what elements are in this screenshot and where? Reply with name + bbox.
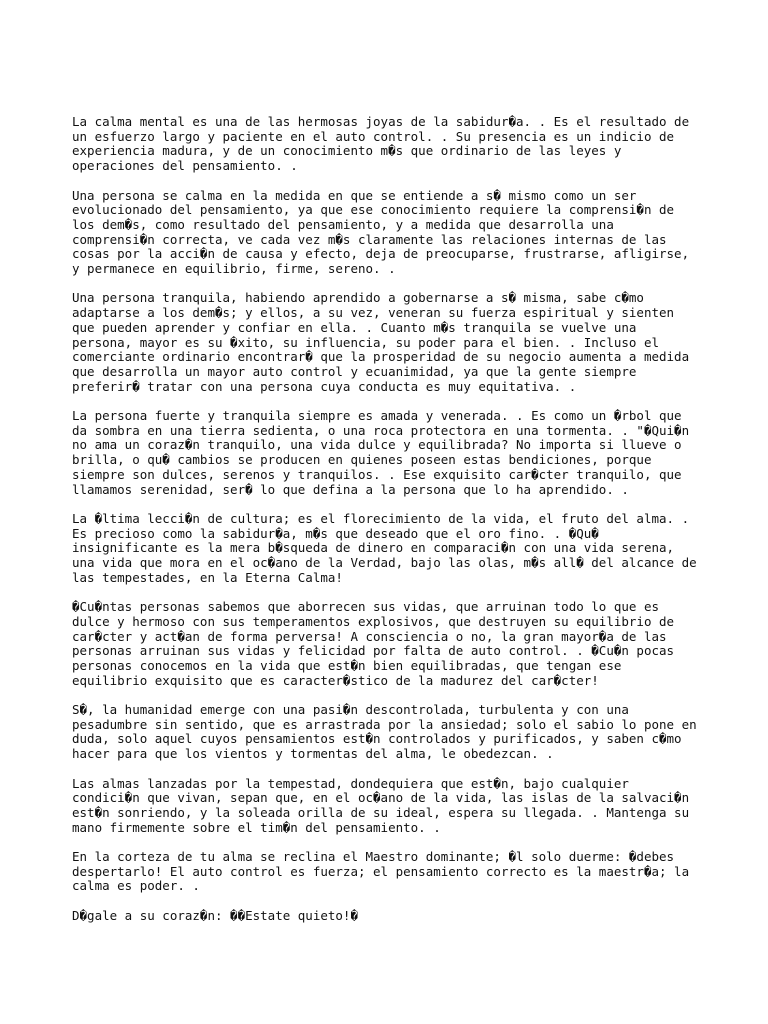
paragraph-5: La �ltima lecci�n de cultura; es el florecimiento de la vida, el fruto del alma. . Es precioso como la sabidur�a, m�s que deseado que el oro fino. . �Qu� insignificante es la mera b�squeda de dinero en comparaci�n con una vida serena, una vida que mora en el oc�ano de la Verdad, bajo las olas, m�s all� del alcance de las tempestades, en la Eterna Calma! <box>72 510 697 585</box>
paragraph-9: En la corteza de tu alma se reclina el Maestro dominante; �l solo duerme: �debes despertarlo! El auto control es fuerza; el pensamiento correcto es la maestr�a; la calma es poder. . <box>72 849 690 894</box>
paragraph-4: La persona fuerte y tranquila siempre es amada y venerada. . Es como un �rbol que da sombra en una tierra sedienta, o una roca protectora en una tormenta. . "�Qui�n no ama un coraz�n tranquilo, una vida dulce y equilibrada? No importa si llueve o brilla, o qu� cambios se producen en quienes poseen estas bendiciones, porque siempre son dulces, serenos y tranquilos. . Ese exquisito car�cter tranquilo, que llamamos serenidad, ser� lo que defina a la persona que lo ha aprendido. . <box>72 408 690 497</box>
paragraph-7: S�, la humanidad emerge con una pasi�n descontrolada, turbulenta y con una pesadumbre sin sentido, que es arrastrada por la ansiedad; solo el sabio lo pone en duda, solo aquel cuyos pensamientos est�n controlados y purificados, y saben c�mo hacer para que los vientos y tormentas del alma, le obedezcan. . <box>72 702 697 762</box>
document-page <box>72 115 702 938</box>
paragraph-10: D�gale a su coraz�n: ��Estate quieto!� <box>72 907 358 923</box>
paragraph-6: �Cu�ntas personas sabemos que aborrecen sus vidas, que arruinan todo lo que es dulce y hermoso con sus temperamentos explosivos, que destruyen su equilibrio de car�cter y act�an de forma perversa! A consciencia o no, la gran mayor�a de las personas arruinan sus vidas y felicidad por falta de auto control. . �Cu�n pocas personas conocemos en la vida que est�n bien equilibradas, que tengan ese equilibrio exquisito que es caracter�stico de la madurez del car�cter! <box>72 599 675 688</box>
paragraph-3: Una persona tranquila, habiendo aprendido a gobernarse a s� misma, sabe c�mo adaptarse a los dem�s; y ellos, a su vez, veneran su fuerza espiritual y sienten que pueden aprender y confiar en ella. . Cuanto m�s tranquila se vuelve una persona, mayor es su �xito, su influencia, su poder para el bien. . Incluso el comerciante ordinario encontrar� que la prosperidad de su negocio aumenta a medida que desarrolla un mayor auto control y ecuanimidad, ya que la gente siempre preferir� tratar con una persona cuya conducta es muy equitativa. . <box>72 290 690 394</box>
paragraph-2: Una persona se calma en la medida en que se entiende a s� mismo como un ser evolucionado del pensamiento, ya que ese conocimiento requiere la comprensi�n de los dem�s, como resultado del pensamiento, y a medida que desarrolla una comprensi�n correcta, ve cada vez m�s claramente las relaciones internas de las cosas por la acci�n de causa y efecto, deja de preocuparse, frustrarse, afligirse, y permanece en equilibrio, firme, sereno. . <box>72 187 690 277</box>
paragraph-8: Las almas lanzadas por la tempestad, dondequiera que est�n, bajo cualquier condici�n que vivan, sepan que, en el oc�ano de la vida, las islas de la salvaci�n est�n sonriendo, y la soleada orilla de su ideal, espera su llegada. . Mantenga su mano firmemente sobre el tim�n del pensamiento. . <box>72 775 690 835</box>
paragraph-1: La calma mental es una de las hermosas joyas de la sabidur�a. . Es el resultado de un esfuerzo largo y paciente en el auto control. . Su presencia es un indicio de experiencia madura, y de un conocimiento m�s que ordinario de las leyes y operaciones del pensamiento. . <box>72 114 690 174</box>
